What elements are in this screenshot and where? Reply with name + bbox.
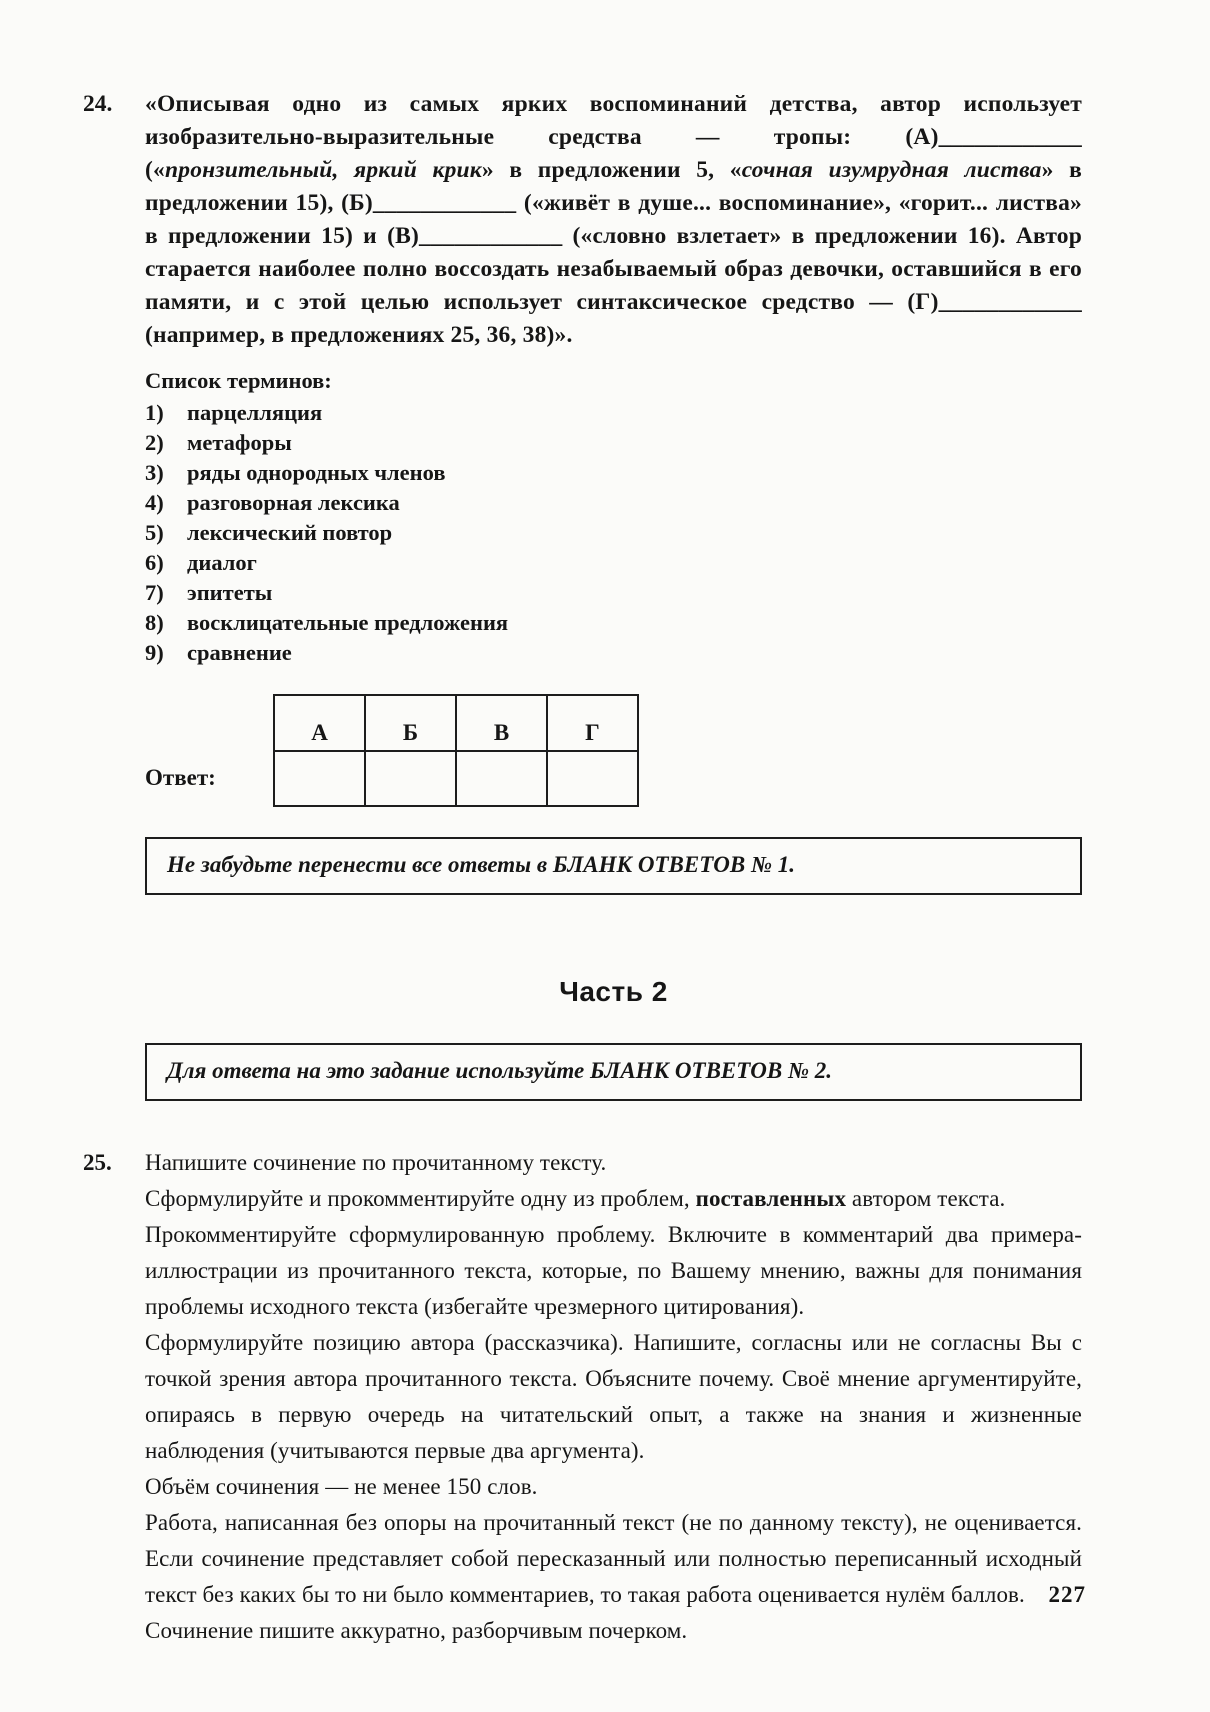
task-25-paragraph: Работа, написанная без опоры на прочитанный текст (не по данному тексту), не оценивается. Если сочинение представляет собой пересказанный или полностью переписанный исходный текст без каких бы то ни было комментариев, то такая работа оценивается нулём баллов.	[145, 1510, 1082, 1607]
task-25-paragraph: Сочинение пишите аккуратно, разборчивым почерком.	[145, 1618, 688, 1643]
term-item	[145, 518, 1082, 548]
task-25-paragraph: Объём сочинения — не менее 150 слов.	[145, 1474, 538, 1499]
term-item	[145, 428, 1082, 458]
task-25	[83, 1145, 1082, 1649]
task-25-intro: Напишите сочинение по прочитанному тексту.	[145, 1150, 607, 1175]
term-label: ряды однородных членов	[187, 460, 446, 485]
term-number: 9)	[145, 640, 164, 665]
term-number: 4)	[145, 490, 164, 515]
term-number: 7)	[145, 580, 164, 605]
term-item	[145, 638, 1082, 668]
answer-cell-b	[365, 751, 456, 806]
term-number: 1)	[145, 400, 164, 425]
answer-cell-g	[547, 751, 638, 806]
term-label: восклицательные предложения	[187, 610, 509, 635]
task-24	[83, 88, 1082, 807]
task-24-text: «Описывая одно из самых ярких воспоминаний детства, автор использует изобразительно-выразительные средства — тропы: (А)____________ («пронзительный, яркий крик» в предложении 5, «сочная изумрудная листва» в предложении 15), (Б)____________ («живёт в душе... воспоминание», «горит... листва» в предложении 15) и (В)____________ («словно взлетает» в предложении 16). Автор старается наиболее полно воссоздать незабываемый образ девочки, оставшийся в его памяти, и с этой целью использует синтаксическое средство — (Г)____________ (например, в предложениях 25, 36, 38)».	[145, 91, 1082, 348]
page-number: 227	[1048, 1582, 1086, 1607]
term-label: разговорная лексика	[187, 490, 400, 515]
term-item	[145, 608, 1082, 638]
terms-list	[145, 398, 1082, 668]
term-item	[145, 398, 1082, 428]
answer-block	[145, 694, 1082, 807]
part-2-heading: Часть 2	[559, 976, 668, 1007]
task-25-paragraph: Прокомментируйте сформулированную проблему. Включите в комментарий два примера-иллюстрации из прочитанного текста, которые, по Вашему мнению, важны для понимания проблемы исходного текста (избегайте чрезмерного цитирования).	[145, 1222, 1082, 1319]
task-25-paragraph: Сформулируйте и прокомментируйте одну из проблем, поставленных автором текста.	[145, 1186, 1006, 1211]
answer-table-input-row	[274, 751, 638, 806]
term-number: 6)	[145, 550, 164, 575]
task-24-number: 24.	[83, 91, 113, 117]
answer-column-g: Г	[547, 695, 638, 751]
term-label: парцелляция	[187, 400, 323, 425]
answer-column-b: Б	[365, 695, 456, 751]
answer-cell-a	[274, 751, 365, 806]
term-item	[145, 578, 1082, 608]
answer-column-a: А	[274, 695, 365, 751]
term-label: метафоры	[187, 430, 292, 455]
answer-sheet-note-2-text: Для ответа на это задание используйте БЛАНК ОТВЕТОВ № 2.	[167, 1058, 833, 1083]
term-number: 2)	[145, 430, 164, 455]
terms-list-title: Список терминов:	[145, 368, 332, 393]
term-label: диалог	[187, 550, 257, 575]
term-label: лексический повтор	[187, 520, 393, 545]
term-item	[145, 548, 1082, 578]
answer-column-v: В	[456, 695, 547, 751]
task-25-paragraph: Сформулируйте позицию автора (рассказчика). Напишите, согласны или не согласны Вы с точкой зрения автора прочитанного текста. Объясните почему. Своё мнение аргументируйте, опираясь в первую очередь на читательский опыт, а также на знания и жизненные наблюдения (учитываются первые два аргумента).	[145, 1330, 1082, 1463]
task-25-number: 25.	[83, 1150, 112, 1175]
answer-table	[273, 694, 639, 807]
term-number: 8)	[145, 610, 164, 635]
answer-table-header-row	[274, 695, 638, 751]
term-number: 5)	[145, 520, 164, 545]
term-label: сравнение	[187, 640, 292, 665]
answer-label: Ответ:	[145, 765, 216, 790]
term-number: 3)	[145, 460, 164, 485]
term-item	[145, 488, 1082, 518]
answer-sheet-note-1-text: Не забудьте перенести все ответы в БЛАНК ОТВЕТОВ № 1.	[167, 852, 795, 877]
answer-cell-v	[456, 751, 547, 806]
term-item	[145, 458, 1082, 488]
answer-sheet-note-1	[145, 837, 1082, 895]
answer-sheet-note-2	[145, 1043, 1082, 1101]
term-label: эпитеты	[187, 580, 273, 605]
